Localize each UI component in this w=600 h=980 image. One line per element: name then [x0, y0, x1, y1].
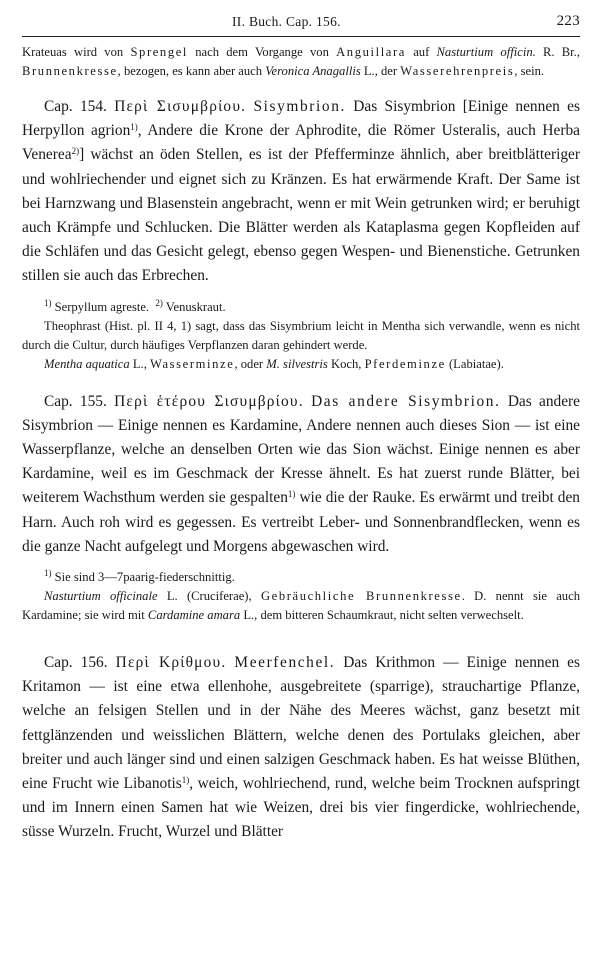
running-title: II. Buch. Cap. 156. — [232, 14, 341, 29]
intro-footnote: Krateuas wird von Sprengel nach dem Vorgange von Anguillara auf Nasturtium officin. R. Br., Brunnenkresse, bezogen, es kann aber auch Veronica Anagallis L., der Wasserehrenpreis, sein. — [22, 45, 580, 78]
footnotes-155: $^{1)}$ Sie sind 3—7paarig-fiederschnittig. Nasturtium officinale L. (Cruciferae), Gebräuchliche Brunnenkresse. D. nennt sie auch Kardamine; sie wird mit Cardamine amara L., dem bitteren Schaumkraut, nicht selten verwechselt. — [22, 568, 580, 623]
chapter-156: Cap. 156. Περὶ Κρίθμου. Meerfenchel. Das Krithmon — Einige nennen es Kritamon — ist eine etwa ellenhohe, ausgebreitete (sparrige), strauchartige Pflanze, welche an felsigen Stellen und in der Nähe des Meeres wächst, ganz besetzt mit fettglänzenden und weisslichen Blättern, welche denen des Portulaks gleichen, aber breiter und auch länger sind und einen salzigen Geschmack haben. Es hat weisse Blüthen, eine Frucht wie Libanotis$^{1)}$, weich, wohlriechend, rund, welche beim Trocknen aufspringt und im Innern einen Samen hat wie Weizen, drei bis vier fingerdicke, wohlriechende, süsse Wurzeln. Frucht, Wurzel und Blätter — [22, 654, 580, 841]
footnote-ref: 1) — [287, 489, 296, 500]
chapter-label: Cap. 156. — [44, 654, 108, 672]
chapter-154: Cap. 154. Περὶ Σισυμβρίου. Sisymbrion. Das Sisymbrion [Einige nennen es Herpyllon agrion$^{1)}$, Andere die Krone der Aphrodite, die Römer Usteralis, auch Herba Venerea$^{2)}$] wächst an öden Stellen, es ist der Pfefferminze ähnlich, aber breitblätteriger und wohlriechender und eignet sich zu Kränzen. Es hat erwärmende Kraft. Der Same ist bei Harnzwang und Blasenstein angebracht, wenn er mit Wein getrunken wird; er beruhigt auch Krämpfe und Schlucken. Die Blätter werden als Kataplasma gegen Kopfleiden auf die Schläfen und das Gesicht gelegt, ebenso gegen Wespen- und Bienenstiche. Getrunken stillen sie auch das Erbrechen. — [22, 98, 580, 285]
chapter-155: Cap. 155. Περὶ ἑτέρου Σισυμβρίου. Das andere Sisymbrion. Das andere Sisymbrion — Einige nennen es Kardamine, Andere nennen auch dieses Sion — ist eine Wasserpflanze, welche an denselben Orten wie das Sion wächst. Einige nennen es aber Kardamine, weil es im Geschmack der Kresse ähnelt. Es hat zuerst runde Blätter, bei weiterem Wachsthum werden sie gespalten$^{1)}$ wie die der Rauke. Es erwärmt und treibt den Harn. Auch roh wird es gegessen. Es vertreibt Leber- und Sonnenbrandflecken, wenn es die ganze Nacht aufgelegt und Morgens abgewaschen wird. — [22, 392, 581, 555]
chapter-title: Meerfenchel. — [234, 654, 336, 672]
chapter-title: Das andere Sisymbrion. — [311, 392, 501, 410]
greek-heading: Περὶ ἑτέρου Σισυμβρίου. — [114, 392, 304, 410]
page-header — [22, 10, 580, 34]
footnote-ref: 2) — [71, 146, 80, 157]
chapter-label: Cap. 154. — [44, 98, 107, 115]
header-rule — [22, 36, 580, 37]
footnote-ref: 1) — [181, 775, 190, 786]
greek-heading: Περὶ Κρίθμου. — [115, 654, 227, 672]
chapter-title: Sisymbrion. — [253, 98, 346, 115]
page-number: 223 — [556, 13, 580, 29]
footnote-ref: 1) — [130, 122, 138, 133]
footnotes-154: $^{1)}$ Serpyllum agreste. $^{2)}$ Venuskraut. Theophrast (Hist. pl. II 4, 1) sagt, dass das Sisymbrium leicht in Mentha sich verwandle, wenn es nicht durch die Cultur, durch häufiges Verpflanzen daran gehindert werde. Mentha aquatica L., Wasserminze, oder M. silvestris Koch, Pferdeminze (Labiatae). — [22, 297, 580, 371]
book-page — [22, 10, 580, 845]
chapter-label: Cap. 155. — [44, 392, 107, 410]
greek-heading: Περὶ Σισυμβρίου. — [114, 98, 247, 115]
